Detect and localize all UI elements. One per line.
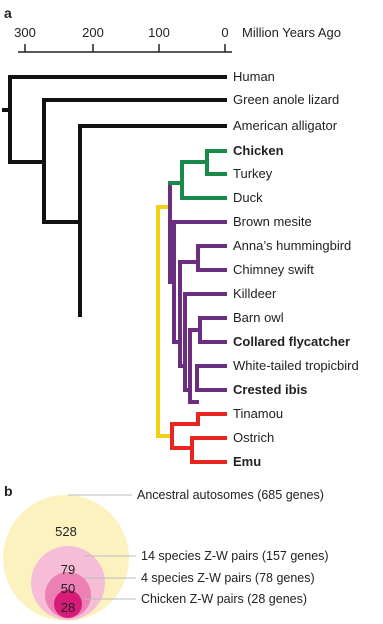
leaf-tinamou: Tinamou	[233, 406, 284, 421]
count-chicken-zw: 28	[60, 600, 76, 615]
label-chicken-zw: Chicken Z-W pairs (28 genes)	[141, 592, 308, 606]
time-axis	[14, 25, 341, 52]
leaf-ostrich: Ostrich	[233, 430, 275, 445]
leaf-brown-mesite: Brown mesite	[233, 214, 312, 229]
panel-a-letter: a	[4, 5, 12, 21]
axis-title: Million Years Ago	[242, 25, 342, 40]
leaf-barn-owl: Barn owl	[233, 310, 284, 325]
nested-circles-diagram	[3, 488, 329, 621]
label-4-species-zw: 4 species Z-W pairs (78 genes)	[141, 571, 315, 585]
tick-label-200: 200	[82, 25, 104, 40]
leaf-annas-hummingbird: Anna’s hummingbird	[233, 238, 352, 253]
count-ancestral-autosomes: 528	[55, 524, 77, 539]
leaf-chicken: Chicken	[233, 143, 284, 158]
leaf-turkey: Turkey	[233, 166, 273, 181]
leaf-collared-flycatcher: Collared flycatcher	[233, 334, 351, 349]
leaf-human: Human	[233, 69, 275, 84]
tick-label-0: 0	[221, 25, 229, 40]
tick-label-100: 100	[148, 25, 170, 40]
leaf-american-alligator: American alligator	[233, 118, 338, 133]
count-4-species-zw: 50	[60, 581, 76, 596]
leaf-emu: Emu	[233, 454, 262, 469]
leaf-crested-ibis: Crested ibis	[233, 382, 308, 397]
leaf-chimney-swift: Chimney swift	[233, 262, 314, 277]
tick-label-300: 300	[14, 25, 36, 40]
leaf-labels	[233, 69, 359, 469]
leaf-killdeer: Killdeer	[233, 286, 277, 301]
label-14-species-zw: 14 species Z-W pairs (157 genes)	[141, 549, 329, 563]
phylogenetic-tree	[4, 77, 225, 462]
panel-b-letter: b	[4, 483, 13, 499]
leaf-green-anole-lizard: Green anole lizard	[233, 92, 340, 107]
leaf-duck: Duck	[233, 190, 263, 205]
leaf-white-tailed-tropicbird: White-tailed tropicbird	[233, 358, 359, 373]
label-ancestral-autosomes: Ancestral autosomes (685 genes)	[137, 488, 324, 502]
count-14-species-zw: 79	[60, 562, 76, 577]
